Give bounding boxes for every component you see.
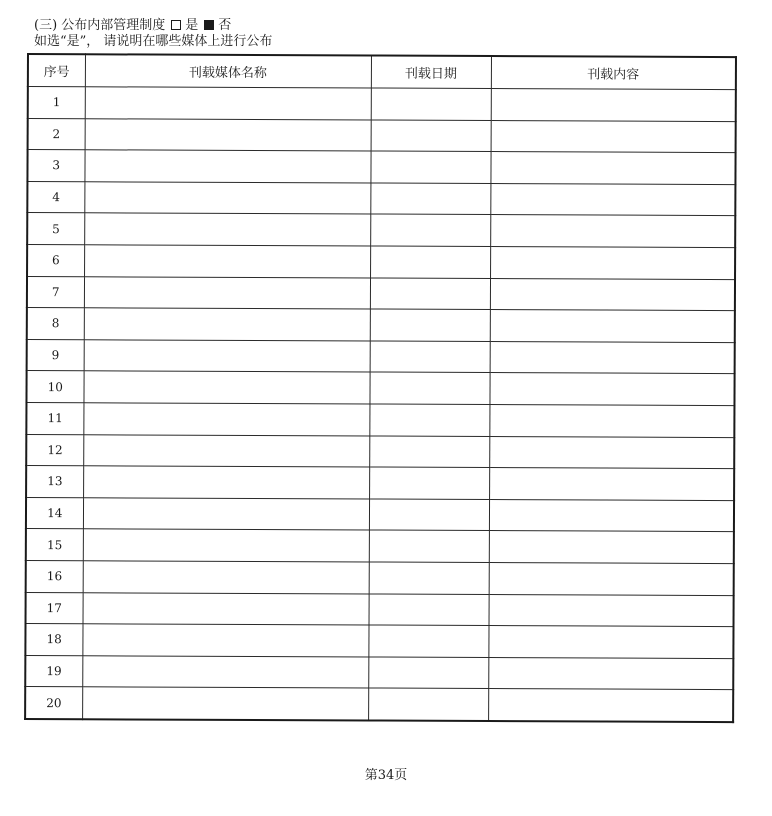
content-cell[interactable] xyxy=(490,310,735,343)
date-cell[interactable] xyxy=(371,88,491,120)
date-cell[interactable] xyxy=(369,562,489,594)
content-cell[interactable] xyxy=(489,468,734,501)
row-number-cell: 12 xyxy=(26,434,83,466)
section-title: (三) 公布内部管理制度 xyxy=(34,18,166,33)
media-name-cell[interactable] xyxy=(84,276,370,309)
table-row xyxy=(26,402,734,437)
table-row xyxy=(25,687,733,722)
table-row xyxy=(25,655,733,690)
media-name-cell[interactable] xyxy=(82,655,368,688)
media-name-cell[interactable] xyxy=(82,624,368,657)
date-cell[interactable] xyxy=(369,372,489,404)
date-cell[interactable] xyxy=(370,183,490,215)
table-row xyxy=(27,181,735,216)
media-name-cell[interactable] xyxy=(83,434,369,467)
media-name-cell[interactable] xyxy=(84,245,370,278)
date-cell[interactable] xyxy=(369,530,489,562)
content-cell[interactable] xyxy=(488,626,733,659)
date-cell[interactable] xyxy=(371,120,491,152)
row-number-cell: 5 xyxy=(27,213,84,245)
content-cell[interactable] xyxy=(489,404,734,437)
table-row xyxy=(26,529,734,564)
table-row xyxy=(25,624,733,659)
table-row xyxy=(28,87,736,122)
row-number-cell: 3 xyxy=(27,150,84,182)
media-name-cell[interactable] xyxy=(84,308,370,341)
date-cell[interactable] xyxy=(369,467,489,499)
media-name-cell[interactable] xyxy=(83,371,369,404)
date-cell[interactable] xyxy=(368,657,488,689)
row-number-cell: 1 xyxy=(28,87,85,119)
column-header-content: 刊载内容 xyxy=(491,56,736,90)
table-row xyxy=(26,434,734,469)
content-cell[interactable] xyxy=(488,689,733,722)
row-number-cell: 9 xyxy=(27,339,84,371)
media-name-cell[interactable] xyxy=(83,403,369,436)
row-number-cell: 20 xyxy=(25,687,82,719)
date-cell[interactable] xyxy=(370,151,490,183)
media-name-cell[interactable] xyxy=(85,87,371,120)
date-cell[interactable] xyxy=(370,341,490,373)
date-cell[interactable] xyxy=(370,246,490,278)
date-cell[interactable] xyxy=(369,499,489,531)
table-row xyxy=(27,150,735,185)
date-cell[interactable] xyxy=(368,625,488,657)
column-header-date: 刊载日期 xyxy=(371,56,491,89)
table-row xyxy=(28,118,736,153)
date-cell[interactable] xyxy=(369,436,489,468)
content-cell[interactable] xyxy=(490,246,735,279)
row-number-cell: 15 xyxy=(26,529,83,561)
row-number-cell: 4 xyxy=(27,181,84,213)
content-cell[interactable] xyxy=(489,594,734,627)
publication-table xyxy=(24,53,737,723)
content-cell[interactable] xyxy=(489,373,734,406)
media-name-cell[interactable] xyxy=(82,687,368,720)
instruction-text: 如选“是”， 请说明在哪些媒体上进行公布 xyxy=(34,34,273,49)
date-cell[interactable] xyxy=(368,688,488,721)
table-row xyxy=(26,497,734,532)
content-cell[interactable] xyxy=(491,120,736,153)
row-number-cell: 7 xyxy=(27,276,84,308)
table-row xyxy=(26,560,734,595)
content-cell[interactable] xyxy=(488,657,733,690)
yes-checkbox[interactable] xyxy=(171,20,181,30)
content-cell[interactable] xyxy=(489,499,734,532)
content-cell[interactable] xyxy=(489,562,734,595)
row-number-cell: 16 xyxy=(26,560,83,592)
date-cell[interactable] xyxy=(369,404,489,436)
content-cell[interactable] xyxy=(489,531,734,564)
media-name-cell[interactable] xyxy=(84,150,370,183)
content-cell[interactable] xyxy=(491,89,736,122)
content-cell[interactable] xyxy=(490,278,735,311)
no-label: 否 xyxy=(218,18,232,33)
section-heading xyxy=(34,18,231,34)
table-row xyxy=(27,244,735,279)
row-number-cell: 18 xyxy=(25,624,82,656)
row-number-cell: 6 xyxy=(27,244,84,276)
table-row xyxy=(26,466,734,501)
yes-label: 是 xyxy=(185,18,199,33)
table-row xyxy=(27,339,735,374)
table-body xyxy=(25,87,736,722)
date-cell[interactable] xyxy=(370,309,490,341)
media-name-cell[interactable] xyxy=(83,529,369,562)
media-name-cell[interactable] xyxy=(84,213,370,246)
row-number-cell: 11 xyxy=(26,402,83,434)
media-name-cell[interactable] xyxy=(84,340,370,373)
date-cell[interactable] xyxy=(370,278,490,310)
no-checkbox[interactable] xyxy=(204,20,214,30)
content-cell[interactable] xyxy=(490,152,735,185)
media-name-cell[interactable] xyxy=(84,182,370,215)
table-row xyxy=(27,276,735,311)
date-cell[interactable] xyxy=(370,214,490,246)
table-row xyxy=(26,592,734,627)
content-cell[interactable] xyxy=(489,436,734,469)
row-number-cell: 17 xyxy=(26,592,83,624)
media-name-cell[interactable] xyxy=(83,592,369,625)
table-row xyxy=(27,213,735,248)
content-cell[interactable] xyxy=(490,215,735,248)
row-number-cell: 19 xyxy=(25,655,82,687)
row-number-cell: 10 xyxy=(26,371,83,403)
row-number-cell: 13 xyxy=(26,466,83,498)
column-header-media-name: 刊载媒体名称 xyxy=(85,54,371,88)
table-header-row xyxy=(28,54,736,90)
row-number-cell: 2 xyxy=(28,118,85,150)
date-cell[interactable] xyxy=(369,593,489,625)
media-name-cell[interactable] xyxy=(83,466,369,499)
content-cell[interactable] xyxy=(490,183,735,216)
media-name-cell[interactable] xyxy=(83,497,369,530)
media-name-cell[interactable] xyxy=(83,561,369,594)
content-cell[interactable] xyxy=(490,341,735,374)
column-header-number: 序号 xyxy=(28,54,85,87)
page-number: 第34页 xyxy=(364,768,408,783)
row-number-cell: 14 xyxy=(26,497,83,529)
media-name-cell[interactable] xyxy=(85,118,371,151)
table-row xyxy=(27,308,735,343)
table-row xyxy=(26,371,734,406)
row-number-cell: 8 xyxy=(27,308,84,340)
